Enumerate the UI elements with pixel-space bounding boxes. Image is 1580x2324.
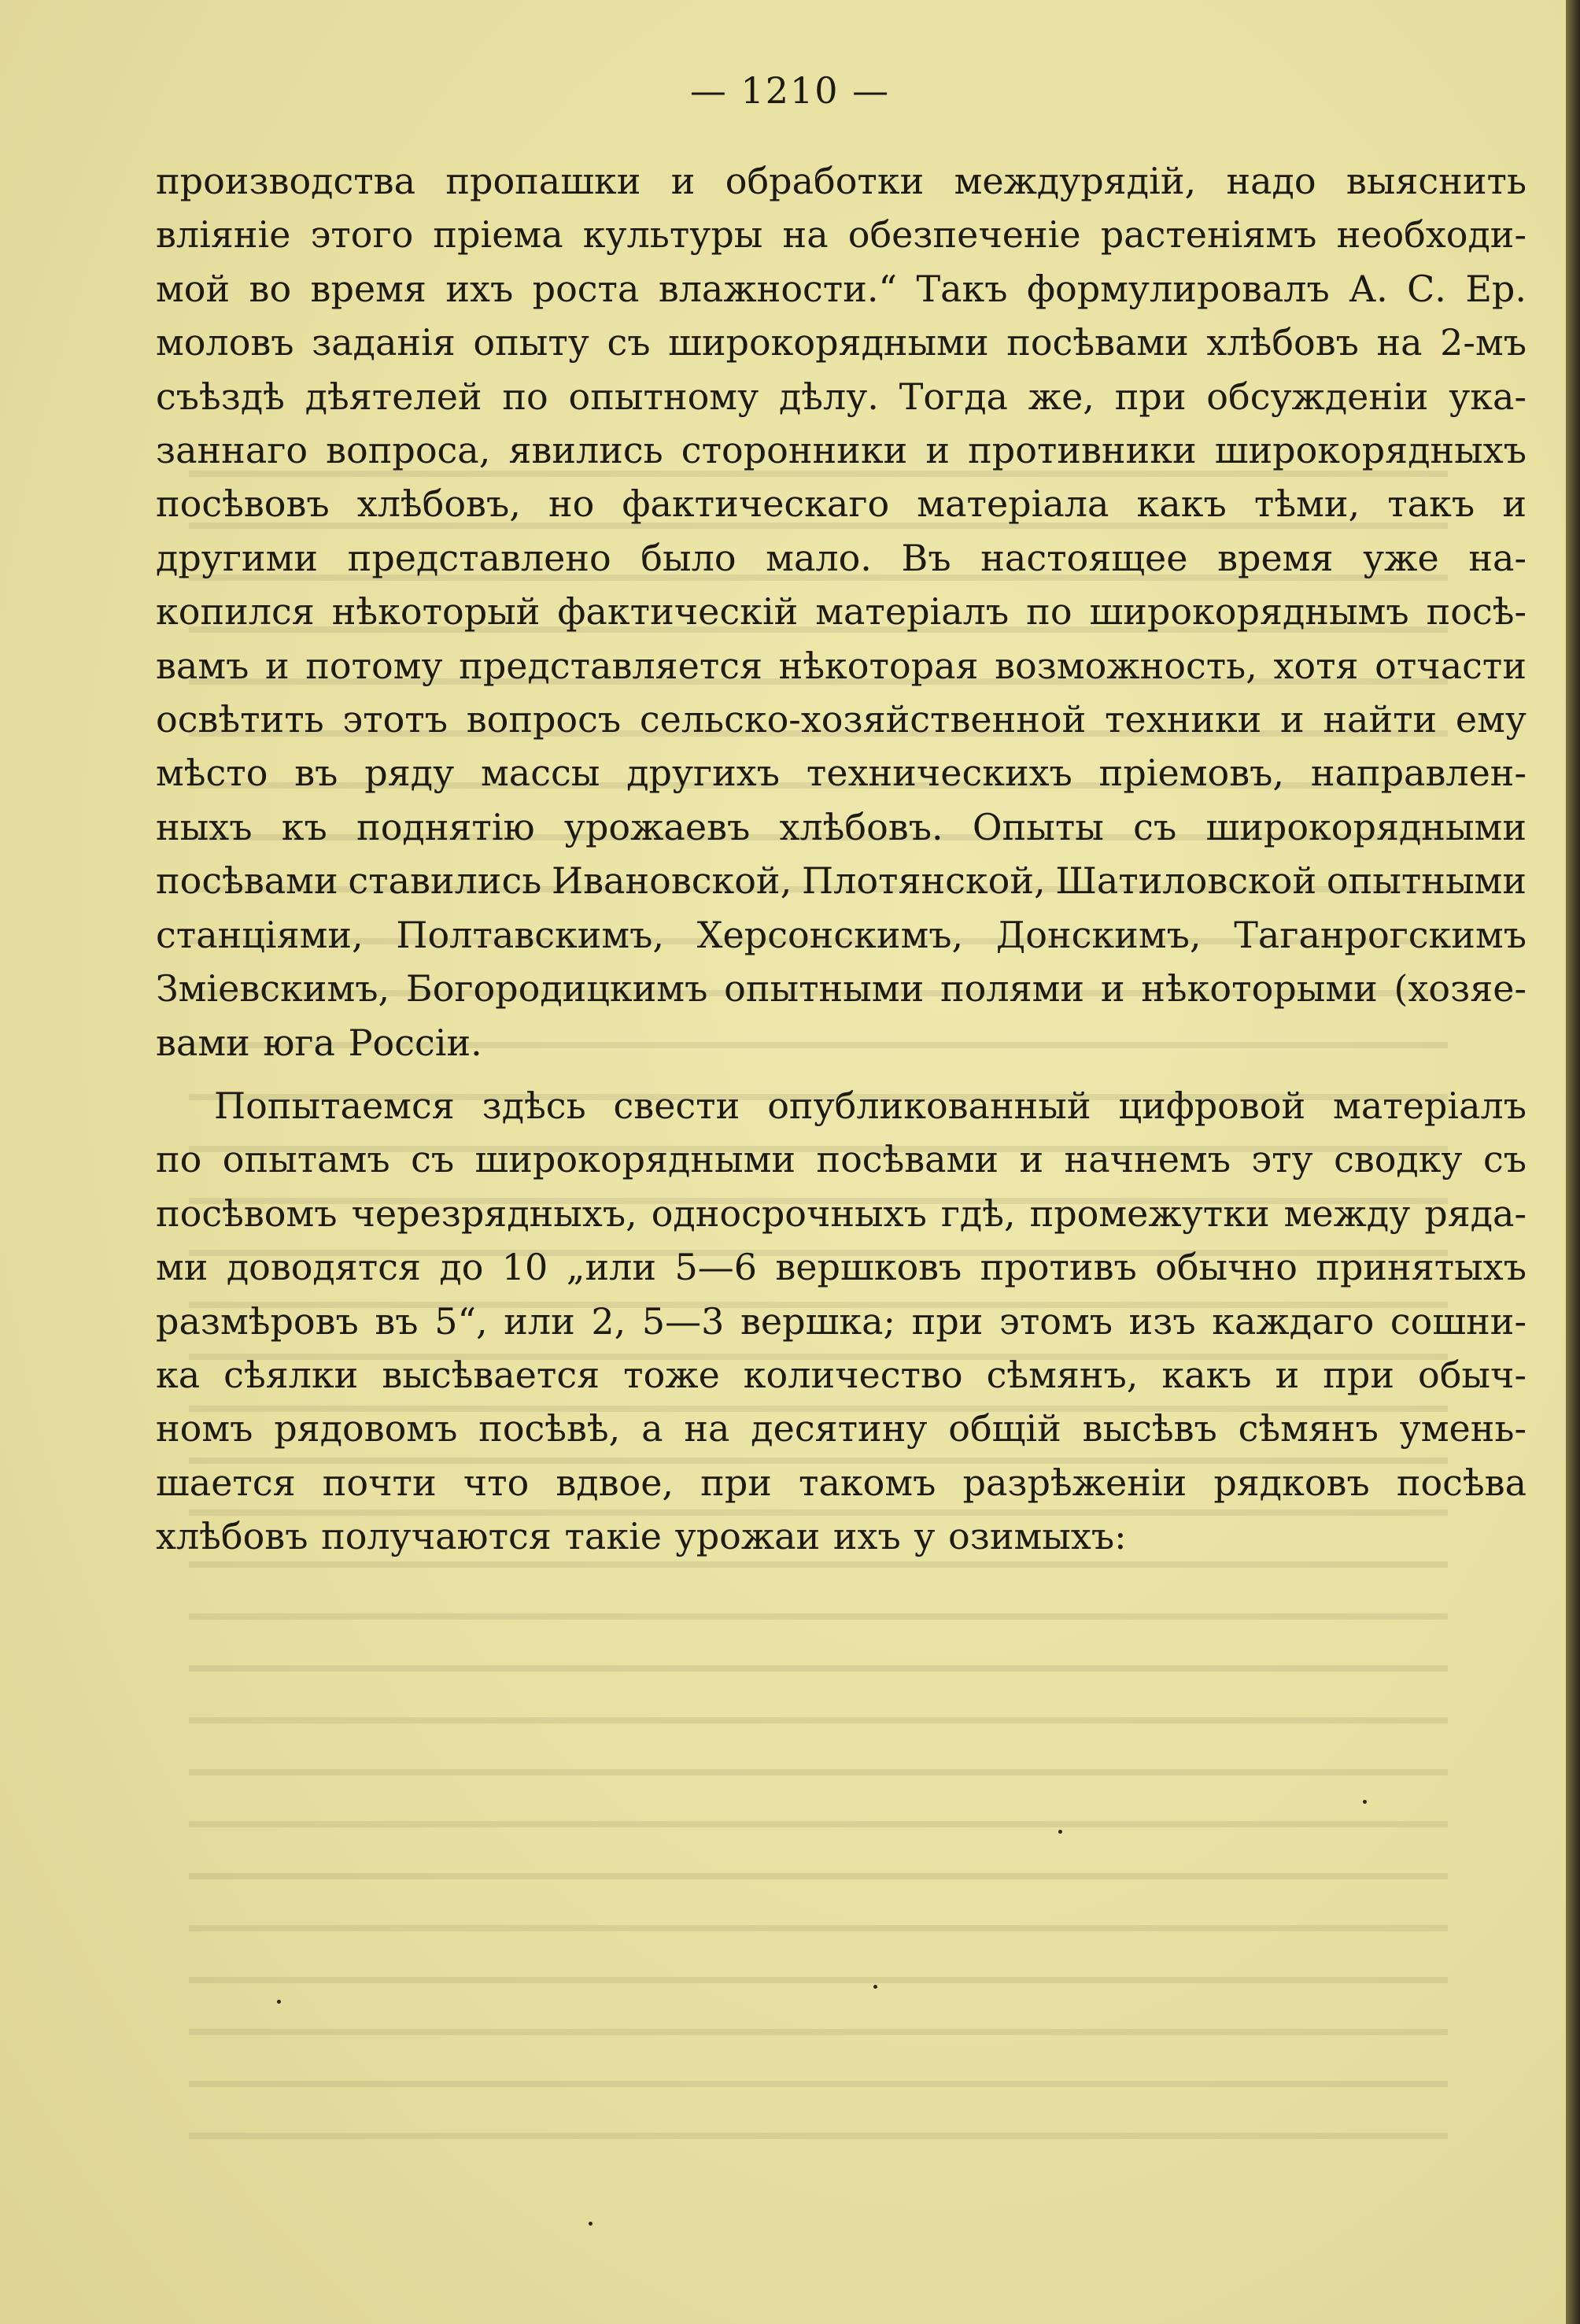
ink-speck xyxy=(873,1985,877,1989)
text-line: по опытамъ съ широкорядными посѣвами и начнемъ эту сводку съ xyxy=(156,1138,1526,1181)
text-line: размѣровъ въ 5“, или 2, 5—3 вершка; при этомъ изъ каждаго сошни- xyxy=(156,1299,1526,1343)
text-line: номъ рядовомъ посѣвѣ, а на десятину общій высѣвъ сѣмянъ умень- xyxy=(156,1407,1526,1450)
text-line: мой во время ихъ роста влажности.“ Такъ формулировалъ А. С. Ер. xyxy=(156,267,1526,310)
text-line: моловъ заданія опыту съ широкорядными посѣвами хлѣбовъ на 2-мъ xyxy=(156,321,1526,364)
text-line: копился нѣкоторый фактическій матеріалъ по широкоряднымъ посѣ- xyxy=(156,590,1526,634)
page-number: — 1210 — xyxy=(689,69,891,112)
paragraph-2 xyxy=(156,1079,1526,1564)
text-line: освѣтить этотъ вопросъ сельско-хозяйственной техники и найти ему xyxy=(156,698,1526,741)
text-line: вами юга Россіи. xyxy=(156,1021,482,1064)
text-line: другими представлено было мало. Въ настоящее время уже на- xyxy=(156,536,1526,579)
text-line: мѣсто въ ряду массы другихъ техническихъ пріемовъ, направлен- xyxy=(156,752,1526,795)
text-line: посѣвомъ черезрядныхъ, односрочныхъ гдѣ, промежутки между ряда- xyxy=(156,1192,1526,1235)
paragraph-1 xyxy=(156,154,1526,1070)
text-line: ка сѣялки высѣвается тоже количество сѣмянъ, какъ и при обыч- xyxy=(156,1353,1526,1396)
text-line: хлѣбовъ получаются такіе урожаи ихъ у озимыхъ: xyxy=(156,1515,1127,1558)
ink-speck xyxy=(1363,1800,1367,1804)
text-line: вамъ и потому представляется нѣкоторая возможность, хотя отчасти xyxy=(156,644,1526,687)
text-line: производства пропашки и обработки междурядій, надо выяснить xyxy=(156,160,1526,202)
text-line: ми доводятся до 10 „или 5—6 вершковъ противъ обычно принятыхъ xyxy=(156,1246,1526,1289)
ink-speck xyxy=(589,2222,592,2226)
text-line: станціями, Полтавскимъ, Херсонскимъ, Донскимъ, Таганрогскимъ xyxy=(156,913,1526,956)
body-text xyxy=(156,154,1526,1564)
text-line: посѣвовъ хлѣбовъ, но фактическаго матеріала какъ тѣми, такъ и xyxy=(156,482,1526,526)
text-line: съѣздѣ дѣятелей по опытному дѣлу. Тогда же, при обсужденіи ука- xyxy=(156,375,1526,418)
text-line: Попытаемся здѣсь свести опубликованный цифровой матеріалъ xyxy=(214,1084,1526,1127)
text-line: заннаго вопроса, явились сторонники и противники широкорядныхъ xyxy=(156,429,1526,472)
text-line: вліяніе этого пріема культуры на обезпеченіе растеніямъ необходи- xyxy=(156,213,1526,257)
text-line: ныхъ къ поднятію урожаевъ хлѣбовъ. Опыты съ широкорядными xyxy=(156,805,1526,848)
text-line: посѣвами ставились Ивановской, Плотянской, Шатиловской опытными xyxy=(156,859,1526,903)
ink-speck xyxy=(277,2000,281,2004)
text-line: шается почти что вдвое, при такомъ разрѣженіи рядковъ посѣва xyxy=(156,1461,1526,1504)
page-edge-shadow xyxy=(1566,0,1580,2324)
text-line: Зміевскимъ, Богородицкимъ опытными полями и нѣкоторыми (хозяе- xyxy=(156,967,1526,1011)
ink-speck xyxy=(1058,1830,1062,1834)
